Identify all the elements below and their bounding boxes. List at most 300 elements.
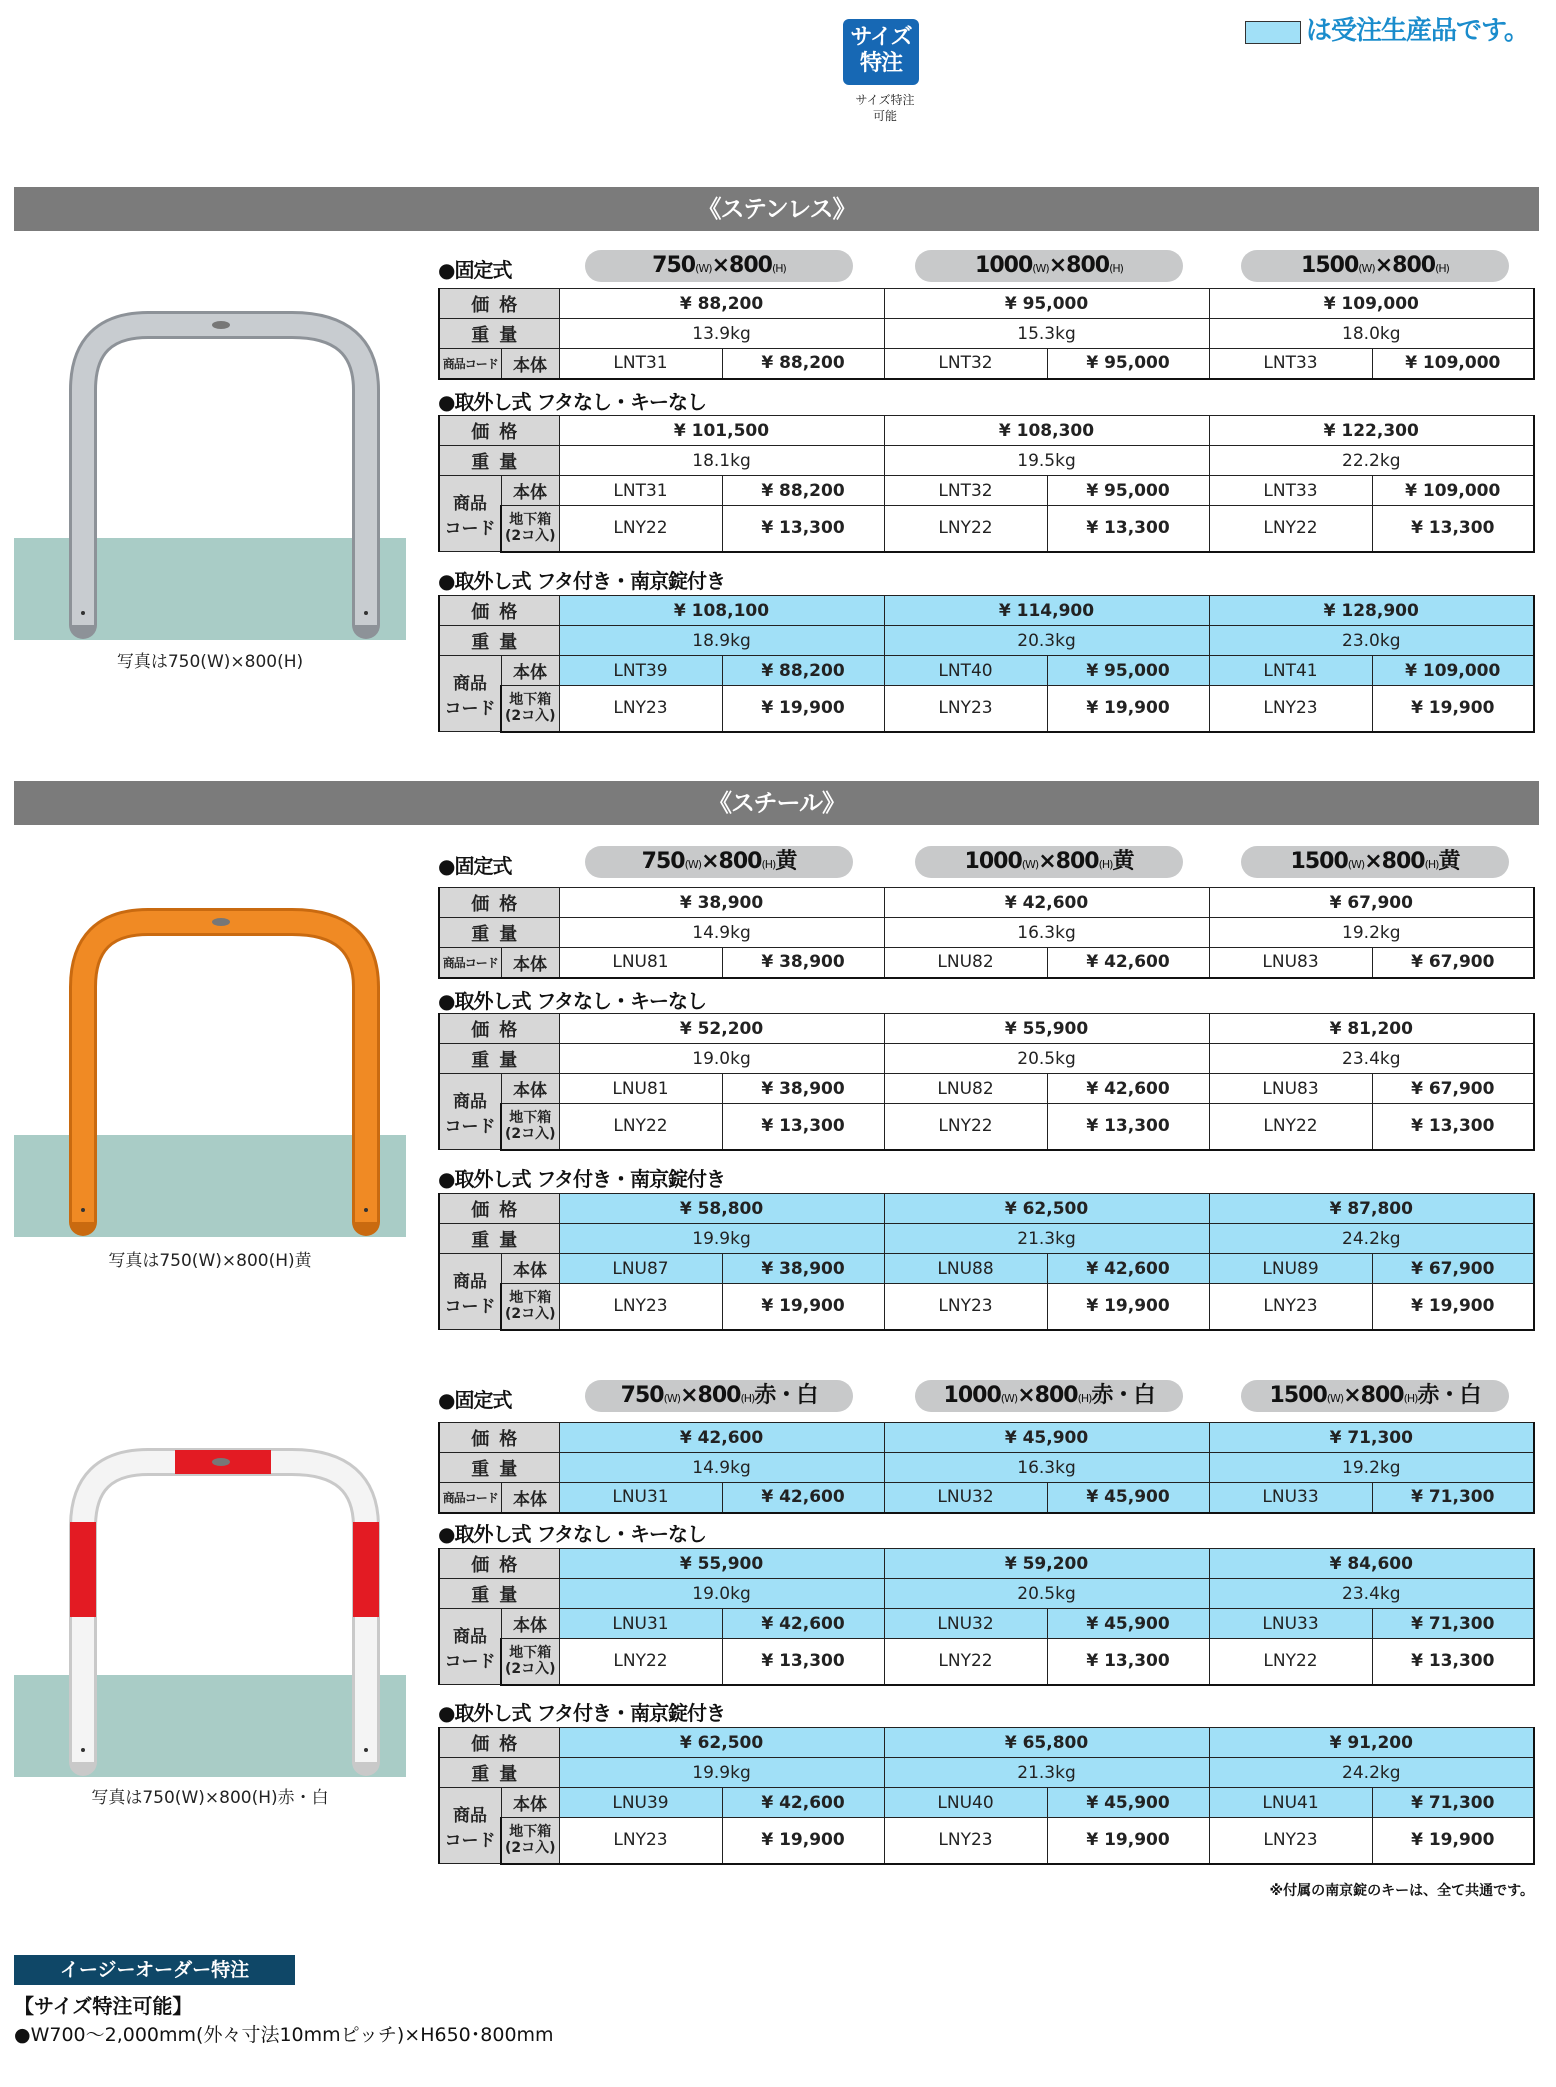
unit-w: (W) bbox=[1021, 858, 1039, 871]
group-title-removable-lock: ●取外し式 フタ付き・南京錠付き bbox=[438, 1701, 726, 1725]
price-row bbox=[439, 1194, 1534, 1224]
padlock-key-note: ※付属の南京錠のキーは、全て共通です。 bbox=[1269, 1883, 1534, 1899]
product-code-label bbox=[439, 1254, 501, 1330]
weight-row bbox=[439, 319, 1534, 349]
underground-code: LNY22 bbox=[1209, 506, 1372, 552]
body-label: 本体 bbox=[501, 656, 559, 686]
product-code-label bbox=[439, 1074, 501, 1150]
body-code-row bbox=[439, 1483, 1534, 1513]
spec-table-removable-nokey bbox=[438, 1013, 1535, 1151]
body-code-row bbox=[439, 948, 1534, 978]
price-row bbox=[439, 1728, 1534, 1758]
price-cell: ¥ 59,200 bbox=[884, 1549, 1209, 1579]
body-code: LNT41 bbox=[1209, 656, 1372, 686]
product-code-label-line1: 商品 bbox=[453, 1271, 487, 1292]
size-pill bbox=[585, 1380, 853, 1412]
body-label: 本体 bbox=[501, 1483, 559, 1513]
product-photo-silver bbox=[14, 295, 406, 640]
price-cell: ¥ 42,600 bbox=[559, 1423, 884, 1453]
body-code: LNU41 bbox=[1209, 1788, 1372, 1818]
underground-box-label bbox=[501, 1818, 559, 1864]
underground-code-row bbox=[439, 506, 1534, 552]
size-pill bbox=[1241, 250, 1509, 282]
weight-cell: 18.9kg bbox=[559, 626, 884, 656]
price-row bbox=[439, 888, 1534, 918]
underground-code: LNY23 bbox=[884, 1284, 1047, 1330]
body-price: ¥ 109,000 bbox=[1372, 476, 1534, 506]
body-code-row bbox=[439, 1788, 1534, 1818]
weight-label: 重量 bbox=[439, 1044, 559, 1074]
underground-label-line1: 地下箱 bbox=[509, 1290, 552, 1307]
color-suffix: 黄 bbox=[1112, 849, 1134, 874]
underground-label-line2: (2コ入) bbox=[504, 1306, 556, 1323]
color-suffix: 赤・白 bbox=[1091, 1383, 1155, 1408]
underground-price: ¥ 19,900 bbox=[1047, 686, 1209, 732]
size-height: 800 bbox=[1381, 849, 1425, 874]
product-code-label: 商品コード bbox=[439, 1483, 501, 1513]
price-cell: ¥ 55,900 bbox=[884, 1014, 1209, 1044]
underground-price: ¥ 19,900 bbox=[1372, 1284, 1534, 1330]
underground-code: LNY22 bbox=[884, 506, 1047, 552]
price-cell: ¥ 55,900 bbox=[559, 1549, 884, 1579]
underground-code: LNY23 bbox=[559, 1284, 722, 1330]
underground-price: ¥ 13,300 bbox=[722, 506, 884, 552]
body-price: ¥ 67,900 bbox=[1372, 1074, 1534, 1104]
price-cell: ¥ 42,600 bbox=[884, 888, 1209, 918]
unit-w: (W) bbox=[684, 858, 702, 871]
unit-w: (W) bbox=[695, 262, 712, 275]
unit-w: (W) bbox=[1347, 858, 1365, 871]
times-sign: × bbox=[701, 849, 719, 874]
underground-code: LNY23 bbox=[1209, 1284, 1372, 1330]
weight-cell: 15.3kg bbox=[884, 319, 1209, 349]
spec-table-removable-lock bbox=[438, 595, 1535, 733]
product-code-label bbox=[439, 656, 501, 732]
underground-price: ¥ 19,900 bbox=[722, 686, 884, 732]
body-code: LNU82 bbox=[884, 948, 1047, 978]
photo-caption: 写真は750(W)×800(H) bbox=[116, 652, 304, 672]
price-label: 価格 bbox=[439, 1014, 559, 1044]
underground-code: LNY23 bbox=[884, 686, 1047, 732]
size-pill bbox=[1241, 846, 1509, 878]
spec-table-removable-nokey bbox=[438, 415, 1535, 553]
badge-caption-line2: 可能 bbox=[872, 109, 897, 123]
price-cell: ¥ 95,000 bbox=[884, 289, 1209, 319]
unit-h: (H) bbox=[771, 262, 786, 275]
underground-price: ¥ 13,300 bbox=[1047, 1639, 1209, 1685]
weight-cell: 22.2kg bbox=[1209, 446, 1534, 476]
body-label: 本体 bbox=[501, 476, 559, 506]
underground-price: ¥ 19,900 bbox=[722, 1284, 884, 1330]
body-code: LNU88 bbox=[884, 1254, 1047, 1284]
size-width: 750 bbox=[652, 253, 696, 278]
body-code: LNU81 bbox=[559, 1074, 722, 1104]
weight-cell: 19.9kg bbox=[559, 1224, 884, 1254]
weight-cell: 16.3kg bbox=[884, 1453, 1209, 1483]
price-row bbox=[439, 1549, 1534, 1579]
size-pill bbox=[915, 250, 1183, 282]
weight-cell: 19.2kg bbox=[1209, 918, 1534, 948]
underground-code: LNY22 bbox=[1209, 1639, 1372, 1685]
body-label: 本体 bbox=[501, 1074, 559, 1104]
weight-row bbox=[439, 1453, 1534, 1483]
weight-cell: 23.0kg bbox=[1209, 626, 1534, 656]
body-label: 本体 bbox=[501, 349, 559, 379]
weight-cell: 20.3kg bbox=[884, 626, 1209, 656]
product-code-label-line2: コード bbox=[444, 518, 496, 539]
weight-label: 重量 bbox=[439, 1758, 559, 1788]
weight-label: 重量 bbox=[439, 626, 559, 656]
price-cell: ¥ 81,200 bbox=[1209, 1014, 1534, 1044]
body-price: ¥ 38,900 bbox=[722, 948, 884, 978]
product-code-label bbox=[439, 1609, 501, 1685]
underground-price: ¥ 19,900 bbox=[722, 1818, 884, 1864]
made-to-order-legend: は受注生産品です。 bbox=[1306, 16, 1529, 46]
weight-cell: 19.0kg bbox=[559, 1579, 884, 1609]
badge-caption-line1: サイズ特注 bbox=[855, 93, 915, 107]
body-code: LNT32 bbox=[884, 476, 1047, 506]
size-height: 800 bbox=[1055, 849, 1099, 874]
body-code: LNT40 bbox=[884, 656, 1047, 686]
unit-h: (H) bbox=[1403, 1392, 1418, 1405]
underground-code: LNY23 bbox=[559, 1818, 722, 1864]
price-cell: ¥ 84,600 bbox=[1209, 1549, 1534, 1579]
unit-h: (H) bbox=[1435, 262, 1449, 275]
weight-cell: 14.9kg bbox=[559, 918, 884, 948]
underground-box-label bbox=[501, 1639, 559, 1685]
body-label: 本体 bbox=[501, 1788, 559, 1818]
body-price: ¥ 45,900 bbox=[1047, 1788, 1209, 1818]
weight-label: 重量 bbox=[439, 1579, 559, 1609]
weight-cell: 24.2kg bbox=[1209, 1758, 1534, 1788]
underground-label-line1: 地下箱 bbox=[509, 512, 552, 529]
body-price: ¥ 42,600 bbox=[1047, 1254, 1209, 1284]
underground-code: LNY23 bbox=[1209, 686, 1372, 732]
size-height: 800 bbox=[718, 849, 762, 874]
underground-price: ¥ 13,300 bbox=[1372, 506, 1534, 552]
unit-h: (H) bbox=[740, 1392, 755, 1405]
body-code-row bbox=[439, 476, 1534, 506]
price-cell: ¥ 58,800 bbox=[559, 1194, 884, 1224]
group-title-removable-lock: ●取外し式 フタ付き・南京錠付き bbox=[438, 569, 726, 593]
price-cell: ¥ 62,500 bbox=[884, 1194, 1209, 1224]
times-sign: × bbox=[1364, 849, 1382, 874]
price-row bbox=[439, 1014, 1534, 1044]
underground-box-label bbox=[501, 686, 559, 732]
body-price: ¥ 71,300 bbox=[1372, 1609, 1534, 1639]
unit-h: (H) bbox=[1424, 858, 1439, 871]
price-cell: ¥ 101,500 bbox=[559, 416, 884, 446]
price-cell: ¥ 108,300 bbox=[884, 416, 1209, 446]
body-code: LNU83 bbox=[1209, 1074, 1372, 1104]
underground-code-row bbox=[439, 1639, 1534, 1685]
underground-code: LNY23 bbox=[884, 1818, 1047, 1864]
underground-price: ¥ 13,300 bbox=[1372, 1639, 1534, 1685]
underground-label-line1: 地下箱 bbox=[509, 1110, 552, 1127]
body-code-row bbox=[439, 1074, 1534, 1104]
underground-code: LNY22 bbox=[559, 1104, 722, 1150]
body-price: ¥ 95,000 bbox=[1047, 349, 1209, 379]
unit-h: (H) bbox=[1077, 1392, 1092, 1405]
body-code: LNT31 bbox=[559, 476, 722, 506]
size-width: 1000 bbox=[975, 253, 1033, 278]
body-price: ¥ 67,900 bbox=[1372, 1254, 1534, 1284]
body-price: ¥ 42,600 bbox=[722, 1483, 884, 1513]
body-code: LNU40 bbox=[884, 1788, 1047, 1818]
price-cell: ¥ 71,300 bbox=[1209, 1423, 1534, 1453]
weight-cell: 20.5kg bbox=[884, 1579, 1209, 1609]
photo-caption: 写真は750(W)×800(H)黄 bbox=[108, 1251, 312, 1271]
size-width: 1500 bbox=[1290, 849, 1348, 874]
product-code-label bbox=[439, 476, 501, 552]
body-code: LNU39 bbox=[559, 1788, 722, 1818]
weight-row bbox=[439, 446, 1534, 476]
body-code: LNU32 bbox=[884, 1483, 1047, 1513]
underground-box-label bbox=[501, 1284, 559, 1330]
body-label: 本体 bbox=[501, 1254, 559, 1284]
product-photo-orange bbox=[14, 892, 406, 1237]
underground-price: ¥ 19,900 bbox=[1047, 1818, 1209, 1864]
weight-label: 重量 bbox=[439, 918, 559, 948]
weight-cell: 21.3kg bbox=[884, 1758, 1209, 1788]
weight-cell: 19.9kg bbox=[559, 1758, 884, 1788]
size-width: 1500 bbox=[1301, 253, 1359, 278]
weight-row bbox=[439, 626, 1534, 656]
underground-label-line1: 地下箱 bbox=[509, 692, 552, 709]
weight-cell: 21.3kg bbox=[884, 1224, 1209, 1254]
body-price: ¥ 88,200 bbox=[722, 349, 884, 379]
weight-cell: 18.0kg bbox=[1209, 319, 1534, 349]
underground-code: LNY22 bbox=[559, 1639, 722, 1685]
body-code-row bbox=[439, 349, 1534, 379]
weight-label: 重量 bbox=[439, 1453, 559, 1483]
product-code-label-line1: 商品 bbox=[453, 493, 487, 514]
body-code: LNU33 bbox=[1209, 1483, 1372, 1513]
body-label: 本体 bbox=[501, 1609, 559, 1639]
size-height: 800 bbox=[1392, 253, 1436, 278]
weight-cell: 14.9kg bbox=[559, 1453, 884, 1483]
weight-label: 重量 bbox=[439, 1224, 559, 1254]
price-cell: ¥ 88,200 bbox=[559, 289, 884, 319]
group-title-removable-nokey: ●取外し式 フタなし・キーなし bbox=[438, 390, 707, 414]
easy-order-bar: イージーオーダー特注 bbox=[14, 1955, 295, 1985]
size-height: 800 bbox=[1034, 1383, 1078, 1408]
size-pill bbox=[585, 250, 853, 282]
spec-table-removable-lock bbox=[438, 1193, 1535, 1331]
underground-label-line1: 地下箱 bbox=[509, 1645, 552, 1662]
price-cell: ¥ 109,000 bbox=[1209, 289, 1534, 319]
weight-cell: 20.5kg bbox=[884, 1044, 1209, 1074]
weight-cell: 23.4kg bbox=[1209, 1579, 1534, 1609]
price-label: 価格 bbox=[439, 416, 559, 446]
underground-code: LNY22 bbox=[884, 1639, 1047, 1685]
body-code: LNT31 bbox=[559, 349, 722, 379]
price-label: 価格 bbox=[439, 1728, 559, 1758]
body-code: LNU33 bbox=[1209, 1609, 1372, 1639]
body-price: ¥ 38,900 bbox=[722, 1254, 884, 1284]
price-label: 価格 bbox=[439, 1549, 559, 1579]
price-cell: ¥ 65,800 bbox=[884, 1728, 1209, 1758]
times-sign: × bbox=[1017, 1383, 1035, 1408]
body-code: LNU32 bbox=[884, 1609, 1047, 1639]
underground-label-line2: (2コ入) bbox=[504, 1661, 556, 1678]
underground-label-line2: (2コ入) bbox=[504, 1126, 556, 1143]
badge-line1: サイズ bbox=[850, 25, 912, 50]
weight-cell: 19.2kg bbox=[1209, 1453, 1534, 1483]
product-code-label-line1: 商品 bbox=[453, 1805, 487, 1826]
body-code: LNU81 bbox=[559, 948, 722, 978]
body-price: ¥ 45,900 bbox=[1047, 1609, 1209, 1639]
underground-code: LNY23 bbox=[1209, 1818, 1372, 1864]
unit-h: (H) bbox=[761, 858, 776, 871]
product-code-label-line2: コード bbox=[444, 698, 496, 719]
group-title-fixed: ●固定式 bbox=[438, 854, 512, 878]
price-label: 価格 bbox=[439, 1423, 559, 1453]
price-cell: ¥ 67,900 bbox=[1209, 888, 1534, 918]
unit-w: (W) bbox=[1000, 1392, 1018, 1405]
price-label: 価格 bbox=[439, 888, 559, 918]
body-code: LNT32 bbox=[884, 349, 1047, 379]
weight-row bbox=[439, 918, 1534, 948]
price-cell: ¥ 62,500 bbox=[559, 1728, 884, 1758]
badge-line2: 特注 bbox=[859, 51, 902, 76]
body-price: ¥ 42,600 bbox=[1047, 948, 1209, 978]
underground-code: LNY23 bbox=[559, 686, 722, 732]
body-price: ¥ 88,200 bbox=[722, 476, 884, 506]
body-price: ¥ 38,900 bbox=[722, 1074, 884, 1104]
body-price: ¥ 42,600 bbox=[1047, 1074, 1209, 1104]
underground-price: ¥ 19,900 bbox=[1047, 1284, 1209, 1330]
product-code-label-line2: コード bbox=[444, 1116, 496, 1137]
product-photo-redwhite bbox=[14, 1432, 406, 1777]
unit-h: (H) bbox=[1098, 858, 1113, 871]
group-title-fixed: ●固定式 bbox=[438, 258, 512, 282]
color-suffix: 赤・白 bbox=[1417, 1383, 1481, 1408]
times-sign: × bbox=[711, 253, 730, 278]
times-sign: × bbox=[1374, 253, 1393, 278]
easy-order-subtitle: 【サイズ特注可能】 bbox=[14, 1994, 193, 2018]
times-sign: × bbox=[1048, 253, 1067, 278]
size-height: 800 bbox=[1360, 1383, 1404, 1408]
underground-code: LNY22 bbox=[559, 506, 722, 552]
body-price: ¥ 71,300 bbox=[1372, 1483, 1534, 1513]
price-row bbox=[439, 416, 1534, 446]
spec-table-removable-lock bbox=[438, 1727, 1535, 1865]
price-cell: ¥ 108,100 bbox=[559, 596, 884, 626]
body-code: LNU31 bbox=[559, 1609, 722, 1639]
unit-h: (H) bbox=[1109, 262, 1123, 275]
group-title-removable-lock: ●取外し式 フタ付き・南京錠付き bbox=[438, 1167, 726, 1191]
color-suffix: 黄 bbox=[1438, 849, 1460, 874]
underground-label-line2: (2コ入) bbox=[504, 1840, 556, 1857]
underground-price: ¥ 19,900 bbox=[1372, 686, 1534, 732]
product-code-label-line2: コード bbox=[444, 1651, 496, 1672]
color-suffix: 赤・白 bbox=[754, 1383, 818, 1408]
badge-caption bbox=[830, 92, 940, 124]
body-price: ¥ 95,000 bbox=[1047, 476, 1209, 506]
group-title-removable-nokey: ●取外し式 フタなし・キーなし bbox=[438, 989, 707, 1013]
price-label: 価格 bbox=[439, 1194, 559, 1224]
underground-label-line2: (2コ入) bbox=[504, 528, 556, 545]
size-pill bbox=[915, 846, 1183, 878]
price-cell: ¥ 122,300 bbox=[1209, 416, 1534, 446]
weight-row bbox=[439, 1224, 1534, 1254]
weight-cell: 18.1kg bbox=[559, 446, 884, 476]
size-pill bbox=[915, 1380, 1183, 1412]
weight-cell: 13.9kg bbox=[559, 319, 884, 349]
price-row bbox=[439, 596, 1534, 626]
underground-code: LNY22 bbox=[1209, 1104, 1372, 1150]
weight-cell: 24.2kg bbox=[1209, 1224, 1534, 1254]
size-height: 800 bbox=[1066, 253, 1110, 278]
spec-table-fixed bbox=[438, 1422, 1535, 1514]
underground-code-row bbox=[439, 1104, 1534, 1150]
size-height: 800 bbox=[697, 1383, 741, 1408]
easy-order-spec: ●W700～2,000mm(外々寸法10mmピッチ)×H650･800mm bbox=[14, 2024, 554, 2046]
body-code: LNU89 bbox=[1209, 1254, 1372, 1284]
underground-code-row bbox=[439, 1818, 1534, 1864]
body-price: ¥ 45,900 bbox=[1047, 1483, 1209, 1513]
underground-code-row bbox=[439, 1284, 1534, 1330]
price-row bbox=[439, 1423, 1534, 1453]
size-pill bbox=[1241, 1380, 1509, 1412]
size-custom-badge bbox=[843, 19, 919, 85]
body-code: LNU87 bbox=[559, 1254, 722, 1284]
weight-row bbox=[439, 1579, 1534, 1609]
body-price: ¥ 42,600 bbox=[722, 1609, 884, 1639]
spec-table-fixed bbox=[438, 288, 1535, 380]
underground-box-label bbox=[501, 506, 559, 552]
times-sign: × bbox=[680, 1383, 698, 1408]
body-code: LNU83 bbox=[1209, 948, 1372, 978]
unit-w: (W) bbox=[663, 1392, 681, 1405]
size-width: 750 bbox=[641, 849, 685, 874]
body-price: ¥ 95,000 bbox=[1047, 656, 1209, 686]
product-code-label-line1: 商品 bbox=[453, 673, 487, 694]
underground-price: ¥ 13,300 bbox=[1047, 1104, 1209, 1150]
price-cell: ¥ 128,900 bbox=[1209, 596, 1534, 626]
body-code: LNT33 bbox=[1209, 476, 1372, 506]
section-header-bar: 《スチール》 bbox=[14, 781, 1539, 825]
underground-price: ¥ 13,300 bbox=[1047, 506, 1209, 552]
times-sign: × bbox=[1343, 1383, 1361, 1408]
unit-w: (W) bbox=[1032, 262, 1049, 275]
body-code: LNT33 bbox=[1209, 349, 1372, 379]
times-sign: × bbox=[1038, 849, 1056, 874]
product-code-label-line2: コード bbox=[444, 1830, 496, 1851]
weight-cell: 23.4kg bbox=[1209, 1044, 1534, 1074]
body-code-row bbox=[439, 1254, 1534, 1284]
underground-price: ¥ 13,300 bbox=[1372, 1104, 1534, 1150]
weight-cell: 19.0kg bbox=[559, 1044, 884, 1074]
underground-code-row bbox=[439, 686, 1534, 732]
weight-row bbox=[439, 1044, 1534, 1074]
underground-price: ¥ 13,300 bbox=[722, 1639, 884, 1685]
price-cell: ¥ 87,800 bbox=[1209, 1194, 1534, 1224]
price-cell: ¥ 114,900 bbox=[884, 596, 1209, 626]
underground-price: ¥ 13,300 bbox=[722, 1104, 884, 1150]
weight-cell: 16.3kg bbox=[884, 918, 1209, 948]
body-price: ¥ 67,900 bbox=[1372, 948, 1534, 978]
photo-caption: 写真は750(W)×800(H)赤・白 bbox=[91, 1788, 329, 1808]
body-code-row bbox=[439, 1609, 1534, 1639]
product-code-label bbox=[439, 1788, 501, 1864]
spec-table-removable-nokey bbox=[438, 1548, 1535, 1686]
color-suffix: 黄 bbox=[775, 849, 797, 874]
group-title-fixed: ●固定式 bbox=[438, 1388, 512, 1412]
section-header-bar: 《ステンレス》 bbox=[14, 187, 1539, 231]
size-pill bbox=[585, 846, 853, 878]
